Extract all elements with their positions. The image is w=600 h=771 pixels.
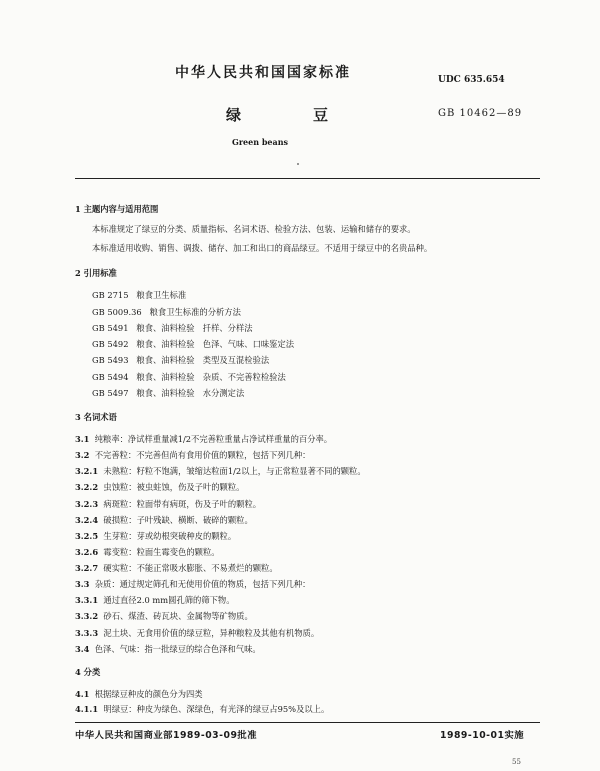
term-item (75, 434, 332, 445)
reference-code: GB 5492 (92, 339, 129, 349)
term-item (75, 628, 319, 639)
term-item (75, 547, 220, 558)
standard-title: 中华人民共和国国家标准 (175, 65, 351, 81)
clause-text: 虫蚀粒：被虫蛀蚀，伤及子叶的颗粒。 (103, 482, 245, 492)
clause-number: 3.2.6 (75, 547, 99, 557)
section-1-paragraph-2: 本标准适用收购、销售、调拨、储存、加工和出口的商品绿豆。不适用于绿豆中的名贵品种。 (92, 243, 433, 253)
clause-text: 破损粒：子叶残缺、横断、破碎的颗粒。 (103, 515, 253, 525)
section-1-paragraph-1: 本标准规定了绿豆的分类、质量指标、名词术语、检验方法、包装、运输和储存的要求。 (92, 224, 416, 234)
clause-number: 3.3.2 (75, 611, 99, 621)
class-item (75, 689, 203, 700)
reference-code: GB 5494 (92, 372, 129, 382)
clause-number: 3.2.2 (75, 482, 99, 492)
term-item (75, 563, 278, 574)
reference-item (92, 323, 253, 334)
class-item (75, 704, 329, 715)
clause-text: 明绿豆：种皮为绿色、深绿色，有光泽的绿豆占95%及以上。 (103, 704, 330, 714)
clause-number: 3.2.3 (75, 499, 99, 509)
reference-code: GB 5009.36 (92, 307, 142, 317)
section-2-heading: 2 引用标准 (75, 268, 117, 278)
clause-text: 纯粮率：净试样重量减1/2不完善粒重量占净试样重量的百分率。 (94, 434, 333, 444)
clause-number: 3.3.3 (75, 628, 99, 638)
reference-code: GB 5497 (92, 388, 129, 398)
term-item (75, 450, 310, 461)
term-item (75, 482, 244, 493)
clause-number: 4.1 (75, 689, 90, 699)
section-3-heading: 3 名词术语 (75, 412, 117, 422)
term-item (75, 595, 235, 606)
term-item (75, 531, 236, 542)
clause-text: 杂质：通过规定筛孔和无使用价值的物质，包括下列几种： (94, 579, 311, 589)
term-item (75, 579, 310, 590)
clause-text: 通过直径2.0 mm圆孔筛的筛下物。 (103, 595, 235, 605)
header-divider (75, 178, 540, 179)
udc-number: UDC 635.654 (438, 75, 505, 85)
section-4-heading: 4 分类 (75, 667, 101, 677)
reference-item (92, 388, 244, 399)
reference-title: 粮食、油料检验 类型及互混检验法 (136, 355, 270, 365)
reference-title: 粮食卫生标准的分析方法 (149, 307, 241, 317)
term-item (75, 466, 366, 477)
clause-number: 3.2.7 (75, 563, 99, 573)
reference-title: 粮食、油料检验 扦样、分样法 (136, 323, 253, 333)
clause-number: 3.3 (75, 579, 90, 589)
term-item (75, 499, 261, 510)
reference-item (92, 339, 294, 350)
reference-title: 粮食、油料检验 水分测定法 (136, 388, 245, 398)
reference-title: 粮食、油料检验 杂质、不完善粒检验法 (136, 372, 286, 382)
approval-statement: 中华人民共和国商业部1989-03-09批准 (75, 730, 258, 741)
clause-text: 泥土块、无食用价值的绿豆粒，异种粮粒及其他有机物质。 (103, 628, 320, 638)
reference-code: GB 2715 (92, 290, 129, 300)
reference-item (92, 307, 241, 318)
clause-text: 色泽、气味：指一批绿豆的综合色泽和气味。 (94, 644, 261, 654)
section-1-heading: 1 主题内容与适用范围 (75, 204, 159, 214)
clause-text: 砂石、煤渣、砖瓦块、金属物等矿物质。 (103, 611, 253, 621)
clause-text: 生芽粒：芽或幼根突破种皮的颗粒。 (103, 531, 237, 541)
term-item (75, 515, 253, 526)
clause-number: 3.4 (75, 644, 90, 654)
clause-text: 根据绿豆种皮的颜色分为四类 (94, 689, 203, 699)
clause-number: 3.1 (75, 434, 90, 444)
reference-code: GB 5493 (92, 355, 129, 365)
clause-text: 未熟粒：籽粒不饱满，皱缩达粒面1/2以上，与正常粒显著不同的颗粒。 (103, 466, 366, 476)
clause-text: 不完善粒：不完善但尚有食用价值的颗粒，包括下列几种： (94, 450, 311, 460)
clause-text: 霉变粒：粒面生霉变色的颗粒。 (103, 547, 220, 557)
clause-number: 3.2.4 (75, 515, 99, 525)
clause-number: 3.3.1 (75, 595, 99, 605)
term-item (75, 644, 261, 655)
clause-number: 3.2 (75, 450, 90, 460)
clause-number: 3.2.5 (75, 531, 99, 541)
reference-title: 粮食卫生标准 (136, 290, 187, 300)
reference-item (92, 290, 186, 301)
clause-text: 病斑粒：粒面带有病斑，伤及子叶的颗粒。 (103, 499, 262, 509)
effective-date: 1989-10-01实施 (440, 730, 525, 741)
document-title-en: Green beans (232, 137, 289, 147)
clause-text: 硬实粒：不能正常吸水膨胀、不易煮烂的颗粒。 (103, 563, 278, 573)
gb-number: GB 10462—89 (438, 108, 523, 119)
reference-code: GB 5491 (92, 323, 129, 333)
reference-title: 粮食、油料检验 色泽、气味、口味鉴定法 (136, 339, 295, 349)
reference-item (92, 355, 269, 366)
term-item (75, 611, 253, 622)
clause-number: 4.1.1 (75, 704, 99, 714)
page-number: 55 (512, 758, 521, 766)
reference-item (92, 372, 286, 383)
clause-number: 3.2.1 (75, 466, 99, 476)
scan-speck (297, 163, 299, 165)
footer-divider (75, 722, 540, 723)
document-title: 绿豆 (226, 106, 401, 124)
